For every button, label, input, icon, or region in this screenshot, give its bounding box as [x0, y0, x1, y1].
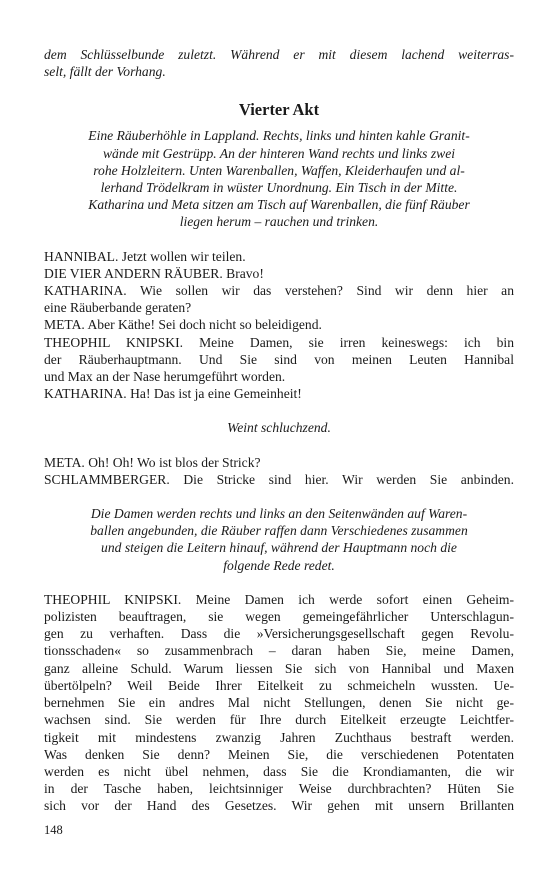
- stage-line: Katharina und Meta sitzen am Tisch auf Warenballen, die fünf Räuber: [88, 197, 470, 213]
- stage-line: lerhand Trödelkram in wüster Unordnung. Ein Tisch in der Mitte.: [100, 180, 458, 196]
- dialogue-line: THEOPHIL KNIPSKI. Meine Damen, sie irren keineswegs: ich bin: [44, 334, 514, 350]
- dialogue-block-2: [44, 454, 514, 488]
- stage-direction-binding: [44, 505, 514, 574]
- intro-line: dem Schlüsselbunde zuletzt. Während er mit diesem lachend weiterras-: [44, 47, 514, 62]
- dialogue-line: werden es nicht übel nehmen, dass Sie die Krondiamanten, die wir: [44, 763, 514, 779]
- dialogue-line: DIE VIER ANDERN RÄUBER. Bravo!: [44, 265, 264, 281]
- dialogue-line: tionsschaden« so zusammenbrach – daran haben Sie, meine Damen,: [44, 643, 514, 659]
- dialogue-line: in der Tasche haben, leichtsinniger Weise durchbrachten? Hüten Sie: [44, 781, 514, 797]
- dialogue-line: tigkeit mit mindestens zwanzig Jahren Zuchthaus bestraft werden.: [44, 729, 514, 745]
- dialogue-line: eine Räuberbande geraten?: [44, 300, 192, 316]
- dialogue-line: übertölpeln? Weil Beide Ihrer Eitelkeit zu schmeicheln wussten. Ue-: [44, 677, 514, 693]
- dialogue-line: polizisten beauftragen, sie wegen gemeingefährlicher Unterschlagun-: [44, 609, 514, 625]
- stage-line: Die Damen werden rechts und links an den Seitenwänden auf Waren-: [90, 506, 468, 522]
- stage-line: und steigen die Leitern hinauf, während der Hauptmann noch die: [101, 540, 457, 556]
- dialogue-line: THEOPHIL KNIPSKI. Meine Damen ich werde sofort einen Geheim-: [44, 591, 514, 607]
- stage-line: ballen angebunden, die Räuber raffen dann Verschiedenes zusammen: [90, 523, 468, 539]
- dialogue-line: der Räuberhauptmann. Und Sie sind von meinen Leuten Hannibal: [44, 351, 514, 367]
- dialogue-line: und Max an der Nase herumgeführt worden.: [44, 369, 286, 385]
- stage-direction-weeping: Weint schluchzend.: [227, 420, 331, 436]
- dialogue-line: KATHARINA. Wie sollen wir das verstehen? Sind wir denn hier an: [44, 283, 514, 299]
- page-number: 148: [44, 823, 63, 837]
- dialogue-line: META. Aber Käthe! Sei doch nicht so beleidigend.: [44, 317, 322, 333]
- stage-line: wände mit Gestrüpp. An der hinteren Wand rechts und links zwei: [102, 145, 456, 161]
- stage-line: liegen herum – rauchen und trinken.: [179, 214, 379, 230]
- stage-line: Eine Räuberhöhle in Lappland. Rechts, links und hinten kahle Granit-: [88, 128, 470, 144]
- dialogue-block-3: [44, 591, 514, 815]
- dialogue-line: gen zu verhaften. Dass die »Versicherungsgesellschaft gegen Revolu-: [44, 626, 514, 642]
- stage-line: rohe Holzleitern. Unten Warenballen, Waffen, Kleiderhaufen und al-: [93, 162, 465, 178]
- stage-direction-opening: [44, 127, 514, 230]
- dialogue-line: META. Oh! Oh! Wo ist blos der Strick?: [44, 454, 261, 470]
- book-page: [44, 46, 514, 815]
- dialogue-line: Was denken Sie denn? Meinen Sie, die verschiedenen Potentaten: [44, 746, 514, 762]
- dialogue-line: sich vor der Hand des Gesetzes. Wir gehen mit unsern Brillanten: [44, 798, 514, 814]
- dialogue-line: KATHARINA. Ha! Das ist ja eine Gemeinheit!: [44, 386, 302, 402]
- act-heading: Vierter Akt: [238, 100, 320, 120]
- dialogue-line: SCHLAMMBERGER. Die Stricke sind hier. Wir werden Sie anbinden.: [44, 471, 514, 487]
- dialogue-line: bernehmen Sie ein andres Mal nicht Stellungen, denen Sie nicht ge-: [44, 695, 514, 711]
- intro-paragraph: [44, 46, 514, 80]
- stage-line: folgende Rede redet.: [223, 557, 335, 573]
- dialogue-line: ganz alleine Schuld. Warum liessen Sie sich von Hannibal und Maxen: [44, 660, 514, 676]
- dialogue-block-1: [44, 248, 514, 403]
- dialogue-line: HANNIBAL. Jetzt wollen wir teilen.: [44, 248, 246, 264]
- dialogue-line: wachsen sind. Sie werden für Ihre durch Eitelkeit erzeugte Leichtfer-: [44, 712, 514, 728]
- intro-line: selt, fällt der Vorhang.: [44, 64, 166, 80]
